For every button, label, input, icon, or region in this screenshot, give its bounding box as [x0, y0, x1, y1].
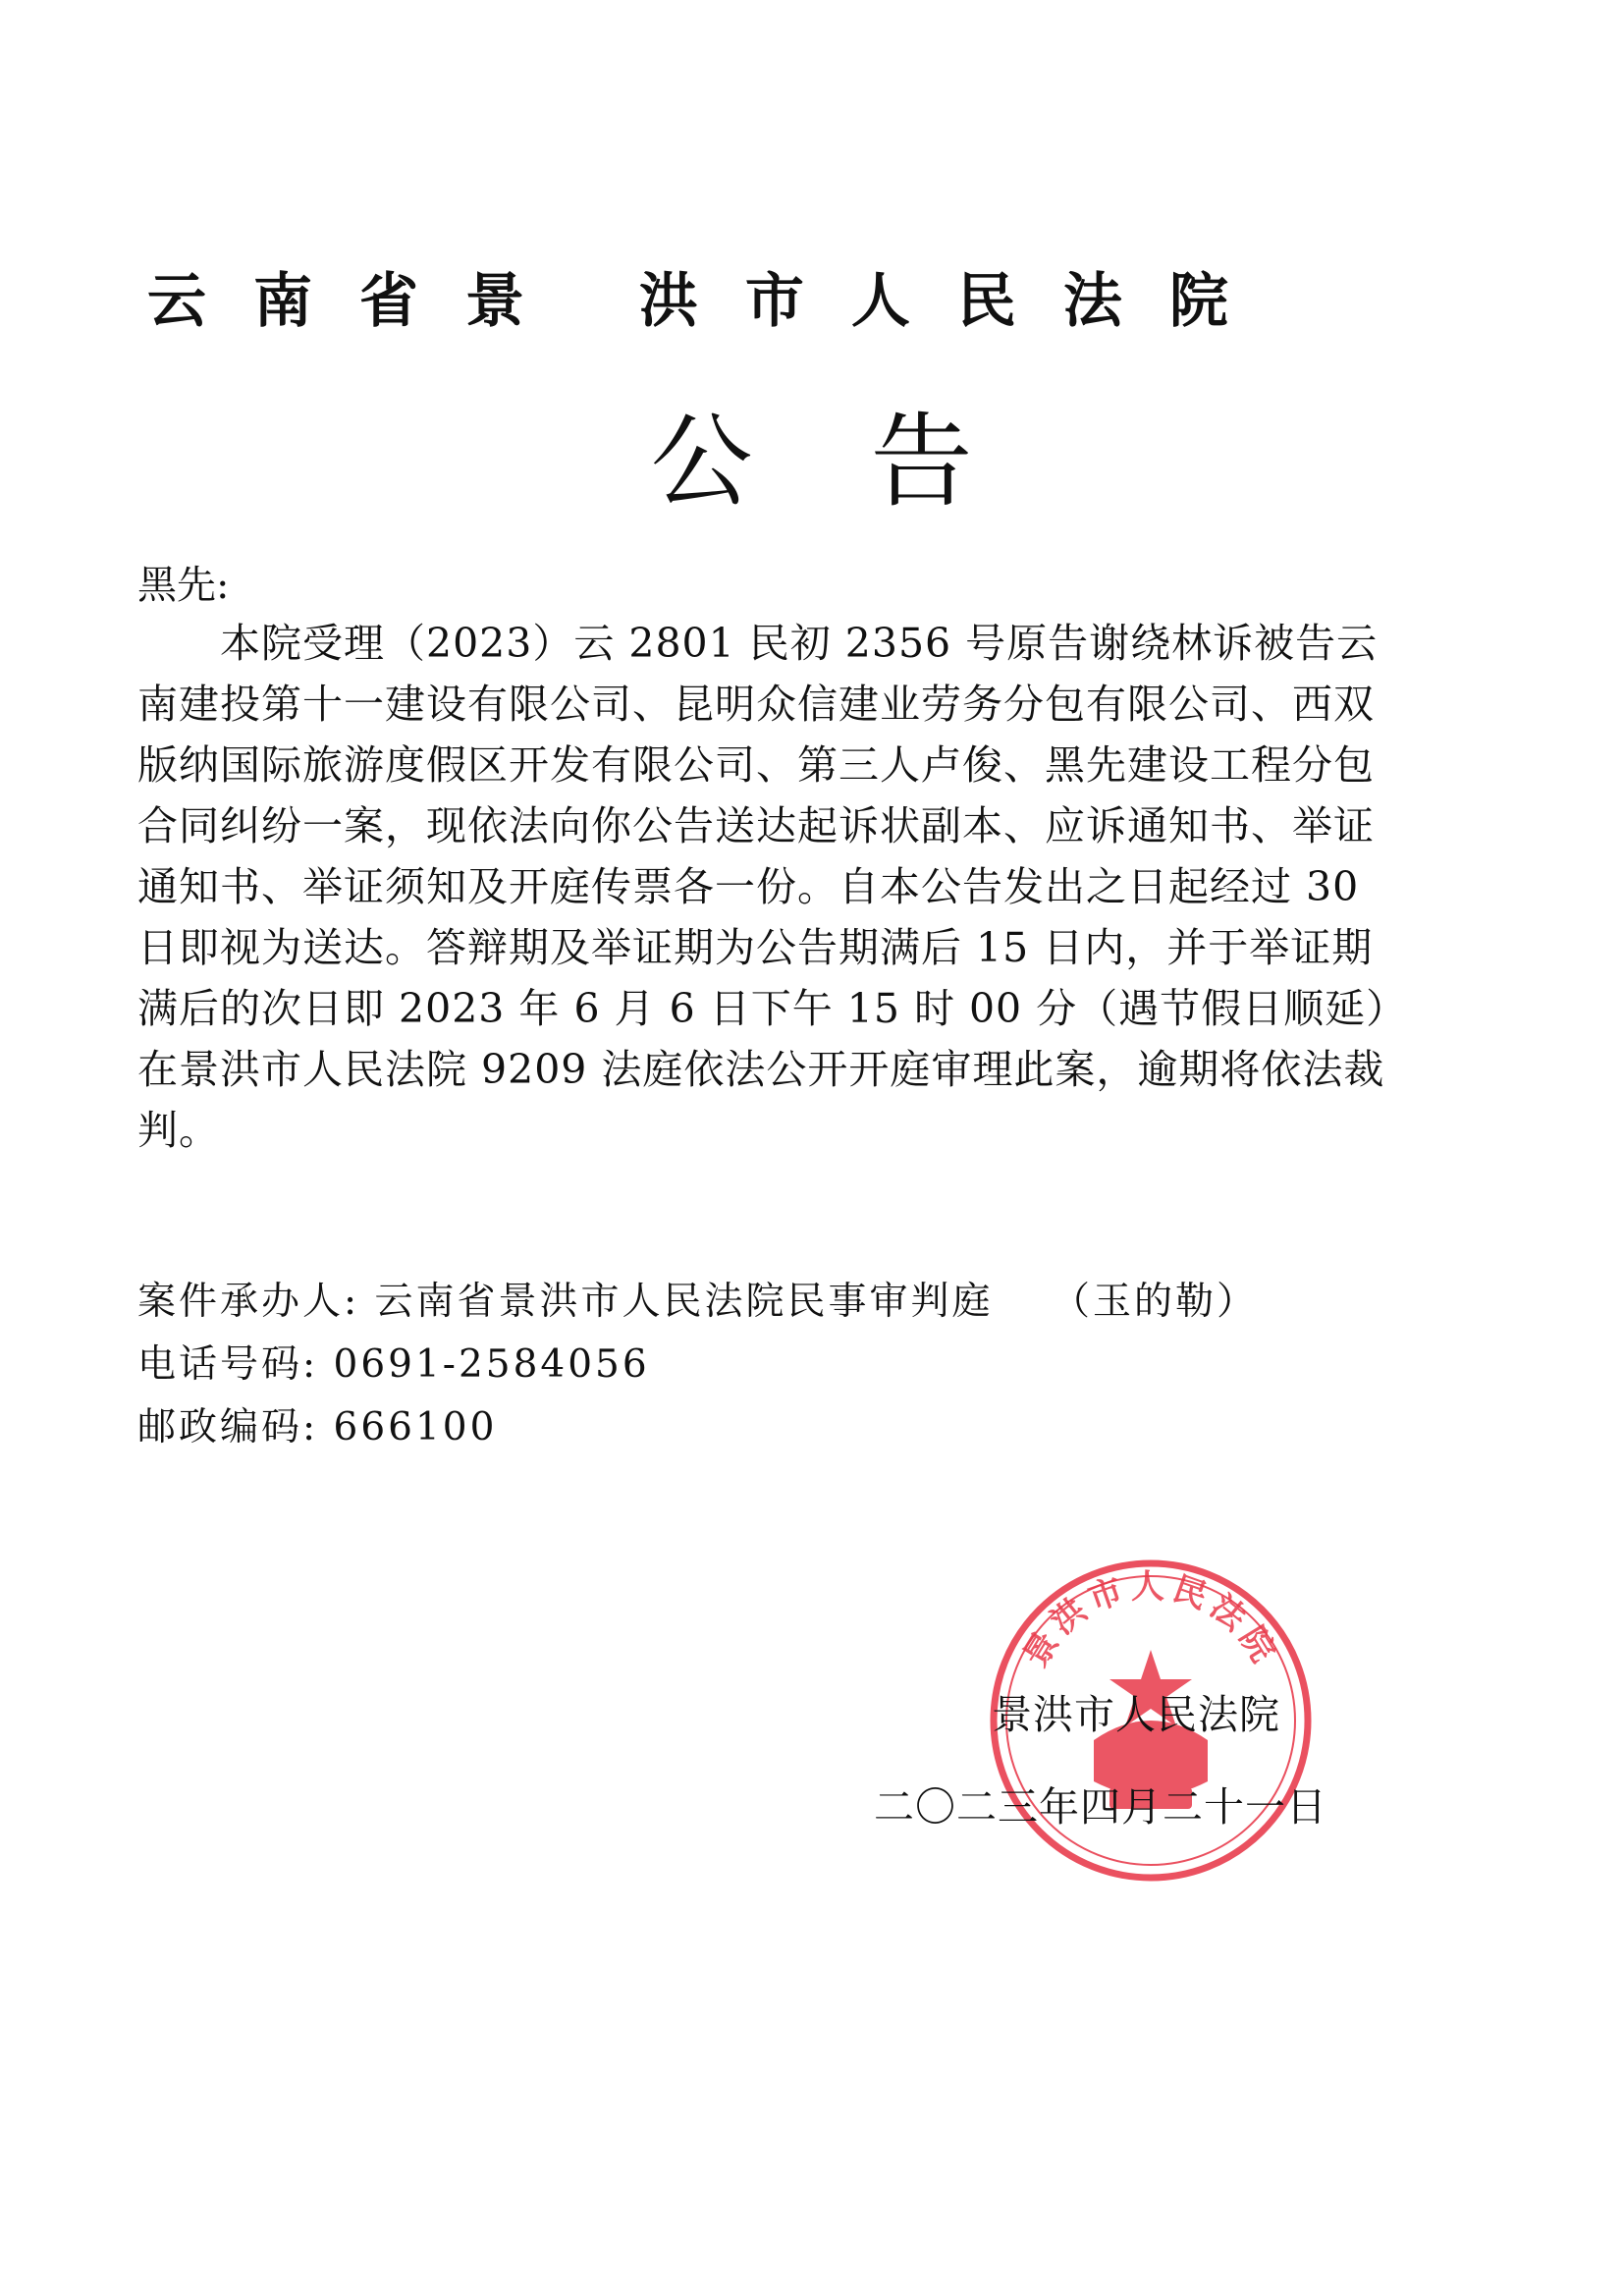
handler-value: 云南省景洪市人民法院民事审判庭	[374, 1280, 994, 1324]
contact-block	[137, 1271, 1258, 1459]
handler-label: 案件承办人:	[137, 1280, 360, 1324]
judge-name: （玉的勒）	[1051, 1280, 1258, 1324]
signing-court: 景洪市人民法院	[992, 1691, 1280, 1738]
postal-value: 666100	[333, 1405, 498, 1449]
postal-label: 邮政编码:	[137, 1405, 319, 1449]
handler-row	[137, 1271, 1258, 1334]
notice-body: 本院受理（2023）云 2801 民初 2356 号原告谢绕林诉被告云南建投第十一建设有限公司、昆明众信建业劳务分包有限公司、西双版纳国际旅游度假区开发有限公司、第三人卢俊、黑先建设工程分包合同纠纷一案，现依法向你公告送达起诉状副本、应诉通知书、举证通知书、举证须知及开庭传票各一份。自本公告发出之日起经过 30 日即视为送达。答辩期及举证期为公告期满后 15 日内，并于举证期满后的次日即 2023 年 6 月 6 日下午 15 时 00 分（遇节假日顺延）在景洪市人民法院 9209 法庭依法公开开庭审理此案，逾期将依法裁判。	[137, 620, 1387, 1154]
addressee: 黑先:	[137, 563, 230, 608]
signing-date: 二〇二三年四月二十一日	[874, 1783, 1327, 1831]
phone-label: 电话号码:	[137, 1342, 319, 1387]
court-title: 云南省景 洪市人民法院	[147, 267, 1275, 336]
svg-text:景洪市人民法院: 景洪市人民法院	[1015, 1566, 1286, 1674]
phone-row	[137, 1334, 1258, 1396]
postal-row	[137, 1396, 1258, 1459]
document-type-heading: 公告	[650, 402, 1091, 521]
phone-value: 0691-2584056	[333, 1342, 650, 1387]
